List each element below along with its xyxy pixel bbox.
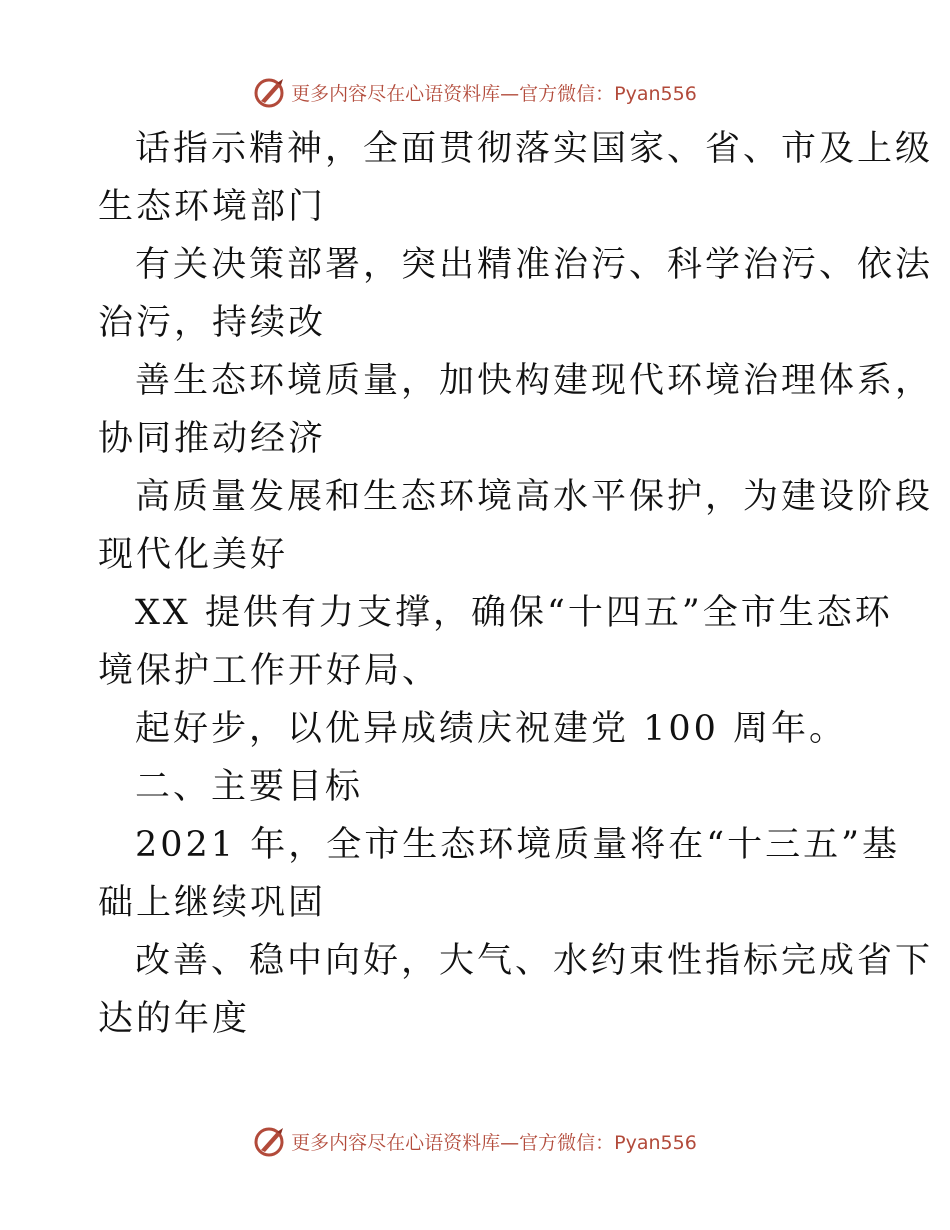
text-line: 达的年度 xyxy=(98,999,251,1039)
section-heading: 二、主要目标 xyxy=(135,767,364,807)
watermark-handle: Pyan556 xyxy=(614,1131,697,1154)
text-line: 起好步，以优异成绩庆祝建党 100 周年。 xyxy=(135,709,848,749)
text-line: 础上继续巩固 xyxy=(98,883,327,923)
text-line: 有关决策部署，突出精准治污、科学治污、依法 xyxy=(135,245,934,285)
text-line: 2021 年，全市生态环境质量将在“十三五”基 xyxy=(135,825,900,865)
quill-badge-icon xyxy=(253,1124,287,1158)
quill-badge-icon xyxy=(253,75,287,109)
text-line: 善生态环境质量，加快构建现代环境治理体系， xyxy=(135,361,934,401)
text-line: 现代化美好 xyxy=(98,535,289,575)
watermark-text: 更多内容尽在心语资料库—官方微信：Pyan556 xyxy=(291,1131,697,1154)
header-watermark xyxy=(0,72,950,112)
text-line: 治污，持续改 xyxy=(98,303,327,343)
text-line: 改善、稳中向好，大气、水约束性指标完成省下 xyxy=(135,941,934,981)
text-line: XX 提供有力支撑，确保“十四五”全市生态环 xyxy=(135,593,893,633)
text-line: 话指示精神，全面贯彻落实国家、省、市及上级 xyxy=(135,129,934,169)
text-line: 高质量发展和生态环境高水平保护，为建设阶段 xyxy=(135,477,934,517)
watermark-handle: Pyan556 xyxy=(614,82,697,105)
text-line: 协同推动经济 xyxy=(98,419,327,459)
footer-watermark xyxy=(0,1121,950,1161)
watermark-text: 更多内容尽在心语资料库—官方微信：Pyan556 xyxy=(291,82,697,105)
text-line: 境保护工作开好局、 xyxy=(98,651,441,691)
text-line: 生态环境部门 xyxy=(98,187,327,227)
